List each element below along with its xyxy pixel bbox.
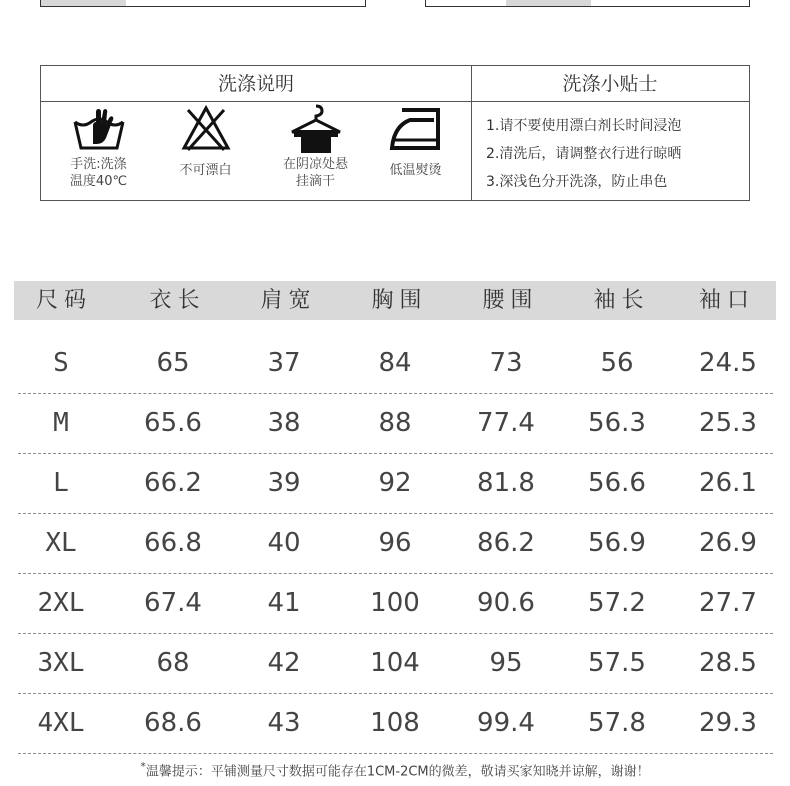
size-row: [18, 633, 773, 694]
care-tip-1: 1.请不要使用漂白剂长时间浸泡: [486, 118, 682, 134]
cell-waist: 99.4: [477, 708, 535, 738]
cell-size: S: [53, 348, 69, 378]
no-bleach-icon: [176, 104, 236, 154]
cell-size: M: [53, 408, 69, 438]
top-right-box: [425, 0, 750, 7]
size-row: [18, 693, 773, 754]
low-iron-caption: 低温熨烫: [389, 163, 442, 178]
note-text: 温馨提示：平铺测量尺寸数据可能存在1CM-2CM的微差，敬请买家知晓并谅解，谢谢！: [145, 764, 650, 780]
no-bleach-caption: 不可漂白: [179, 163, 232, 178]
cell-sleeve-length: 56: [600, 348, 634, 378]
cell-size: 3XL: [37, 648, 85, 678]
care-icon-hand-wash: [46, 104, 151, 200]
size-row: [18, 573, 773, 634]
cell-sleeve-length: 57.2: [588, 588, 646, 618]
cell-length: 68.6: [144, 708, 202, 738]
care-tips: [486, 112, 746, 196]
top-right-box-fill: [506, 0, 591, 6]
cell-chest: 96: [378, 528, 412, 558]
top-left-box-fill: [41, 0, 126, 6]
cell-length: 66.2: [144, 468, 202, 498]
cell-size: XL: [45, 528, 77, 558]
cell-shoulder: 39: [267, 468, 301, 498]
care-icon-low-iron: [363, 104, 468, 200]
cell-chest: 104: [370, 648, 420, 678]
cell-shoulder: 42: [267, 648, 301, 678]
care-header-left: 洗涤说明: [41, 66, 471, 102]
care-header-right: 洗涤小贴士: [471, 66, 749, 102]
size-table-header: [14, 281, 776, 320]
cell-waist: 77.4: [477, 408, 535, 438]
hand-wash-caption-2: 温度40℃: [69, 174, 128, 189]
size-row: [18, 393, 773, 454]
header-chest: 胸围: [371, 288, 428, 313]
cell-size: 2XL: [37, 588, 85, 618]
cell-sleeve-length: 57.8: [588, 708, 646, 738]
hand-wash-icon: [69, 104, 129, 154]
cell-length: 68: [156, 648, 190, 678]
top-left-box: [40, 0, 366, 7]
header-sleeve-length: 袖长: [593, 288, 650, 313]
cell-cuff: 26.9: [699, 528, 757, 558]
cell-size: L: [53, 468, 69, 498]
cell-length: 65.6: [144, 408, 202, 438]
cell-cuff: 28.5: [699, 648, 757, 678]
cell-chest: 108: [370, 708, 420, 738]
size-row: [18, 333, 773, 394]
care-divider: [471, 66, 472, 200]
cell-cuff: 27.7: [699, 588, 757, 618]
care-icon-no-bleach: [153, 104, 258, 200]
header-length: 衣长: [149, 288, 206, 313]
cell-length: 65: [156, 348, 190, 378]
cell-waist: 81.8: [477, 468, 535, 498]
drip-dry-caption-1: 在阴凉处悬: [282, 157, 348, 172]
cell-length: 67.4: [144, 588, 202, 618]
hand-wash-caption-1: 手洗:洗涤: [70, 157, 127, 172]
cell-size: 4XL: [37, 708, 85, 738]
header-shoulder: 肩宽: [260, 288, 317, 313]
cell-waist: 86.2: [477, 528, 535, 558]
cell-sleeve-length: 56.9: [588, 528, 646, 558]
cell-chest: 84: [378, 348, 412, 378]
measurement-note: [0, 760, 790, 779]
cell-shoulder: 37: [267, 348, 301, 378]
note-star: *: [140, 760, 146, 773]
cell-waist: 95: [489, 648, 523, 678]
size-row: [18, 453, 773, 514]
cell-shoulder: 41: [267, 588, 301, 618]
cell-waist: 73: [489, 348, 523, 378]
cell-shoulder: 40: [267, 528, 301, 558]
cell-cuff: 24.5: [699, 348, 757, 378]
cell-sleeve-length: 56.6: [588, 468, 646, 498]
care-tip-2: 2.清洗后，请调整衣行进行晾晒: [486, 146, 682, 162]
low-iron-icon: [386, 104, 446, 154]
header-size: 尺码: [35, 288, 92, 313]
header-cuff: 袖口: [698, 288, 755, 313]
cell-length: 66.8: [144, 528, 202, 558]
drip-dry-caption-2: 挂滴干: [295, 174, 335, 189]
header-waist: 腰围: [482, 288, 539, 313]
care-tip-3: 3.深浅色分开洗涤，防止串色: [486, 174, 668, 190]
cell-sleeve-length: 57.5: [588, 648, 646, 678]
cell-sleeve-length: 56.3: [588, 408, 646, 438]
cell-cuff: 25.3: [699, 408, 757, 438]
cell-chest: 100: [370, 588, 420, 618]
care-instructions-table: [40, 65, 750, 201]
cell-cuff: 29.3: [699, 708, 757, 738]
cell-chest: 92: [378, 468, 412, 498]
drip-dry-shade-icon: [286, 104, 346, 154]
cell-chest: 88: [378, 408, 412, 438]
cell-waist: 90.6: [477, 588, 535, 618]
cell-cuff: 26.1: [699, 468, 757, 498]
care-icon-drip-dry: [263, 104, 368, 200]
cell-shoulder: 43: [267, 708, 301, 738]
cell-shoulder: 38: [267, 408, 301, 438]
size-row: [18, 513, 773, 574]
